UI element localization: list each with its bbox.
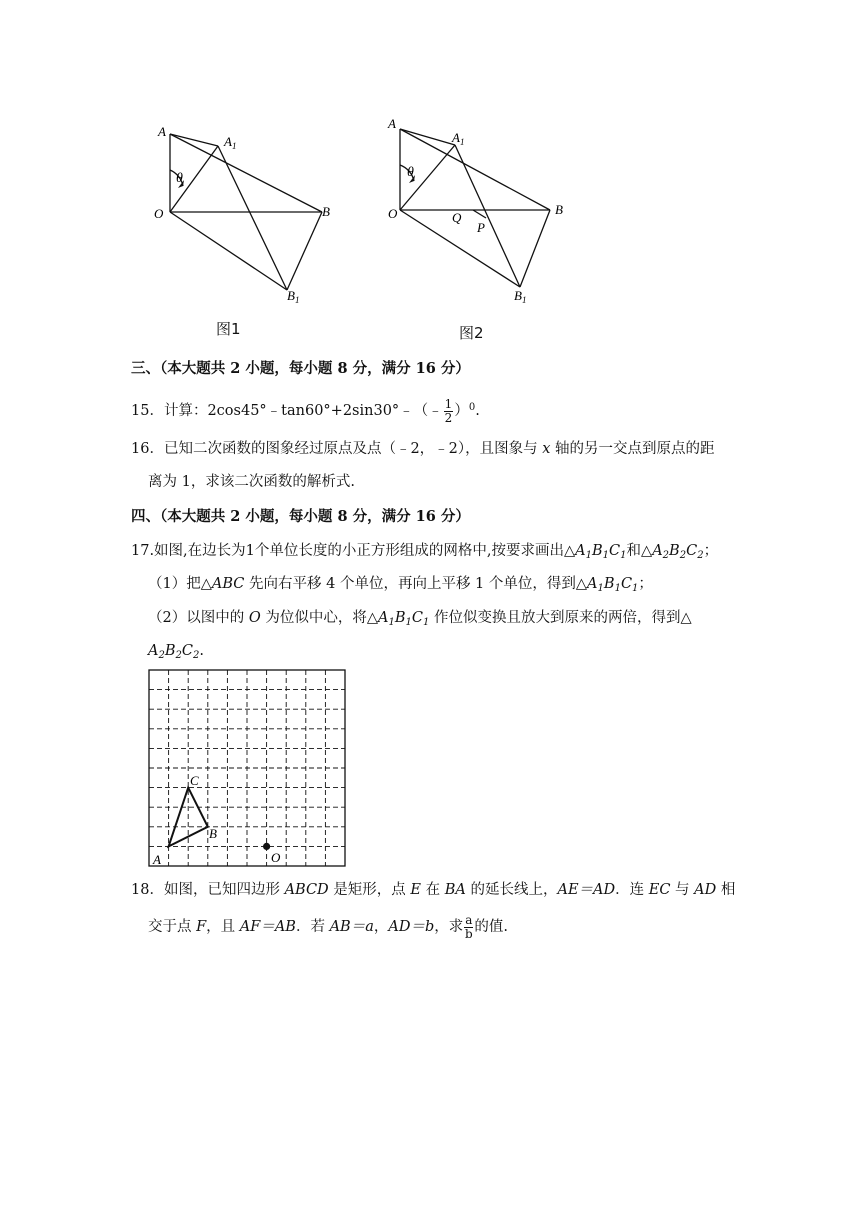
figure-1-caption: 图1 — [216, 320, 241, 338]
fig1-label-B: B — [322, 204, 330, 219]
question-18-line-1: 18．如图，已知四边形 ABCD 是矩形，点 E 在 BA 的延长线上，AE＝AD．连 EC 与 AD 相 — [131, 882, 736, 898]
grid-point-o — [263, 843, 270, 850]
fig1-label-A1: $A_1$ — [224, 134, 237, 151]
q15-text: 15．计算：2cos45°﹣tan60°+2sin30°﹣（﹣ — [131, 403, 443, 419]
figure-1-diagram — [150, 118, 350, 318]
fig2-label-theta: θ — [407, 165, 414, 180]
fig1-label-theta: θ — [176, 171, 183, 186]
fig2-label-A1: $A_1$ — [452, 130, 465, 147]
grid-label-A: A — [153, 852, 161, 867]
section-4-heading: 四、（本大题共 2 小题，每小题 8 分，满分 16 分） — [131, 508, 470, 525]
fig2-label-Q: Q — [452, 210, 462, 225]
fig2-label-B: B — [555, 202, 563, 217]
figure-2-caption: 图2 — [459, 324, 484, 342]
question-16-line-2: 离为 1，求该二次函数的解析式. — [148, 474, 355, 490]
question-18-line-2: 交于点 F，且 AF＝AB．若 AB＝a，AD＝b，求 $\frac{a}{b}$ 的值. — [148, 912, 508, 941]
question-16-line-1: 16．已知二次函数的图象经过原点及点（﹣2，﹣2），且图象与 x 轴的另一交点到原点的距 — [131, 441, 715, 457]
fig2-label-A: A — [388, 116, 396, 131]
fig2-label-O: O — [388, 206, 398, 221]
fig1-label-O: O — [154, 206, 164, 221]
grid-label-B: B — [209, 826, 217, 841]
section-3-heading: 三、（本大题共 2 小题，每小题 8 分，满分 16 分） — [131, 360, 470, 377]
fig2-label-B1: $B_1$ — [514, 288, 527, 305]
fig2-label-P: P — [477, 220, 485, 235]
grid-label-O: O — [271, 850, 281, 865]
fig1-label-B1: $B_1$ — [287, 288, 300, 305]
fig1-label-A: A — [158, 124, 166, 139]
q18-fraction: $\frac{a}{b}$ — [464, 912, 473, 941]
grid-figure — [145, 664, 355, 869]
question-17-line-1: 17.如图,在边长为1个单位长度的小正方形组成的网格中,按要求画出$\triangle A_1B_1C_1$和$\triangle A_2B_2C_2$； — [131, 543, 719, 561]
question-17-part-1: （1）把△ABC 先向右平移 4 个单位，再向上平移 1 个单位，得到$\triangle A_1B_1C_1$； — [148, 576, 653, 594]
figure-2-diagram — [380, 114, 580, 314]
q15-exponent: 0 — [468, 402, 476, 413]
q15-fraction: $\frac{1}{2}$ — [444, 396, 453, 425]
question-15: 15．计算：2cos45°﹣tan60°+2sin30°﹣（﹣ $\frac{1}{2}$ ）$^0$. — [131, 396, 480, 425]
grid-label-C: C — [190, 773, 199, 788]
question-17-part-2: （2）以图中的 O 为位似中心，将$\triangle A_1B_1C_1$ 作位似变换且放大到原来的两倍，得到△ — [148, 610, 692, 628]
question-17-part-2-cont: $A_2B_2C_2$. — [148, 643, 204, 661]
